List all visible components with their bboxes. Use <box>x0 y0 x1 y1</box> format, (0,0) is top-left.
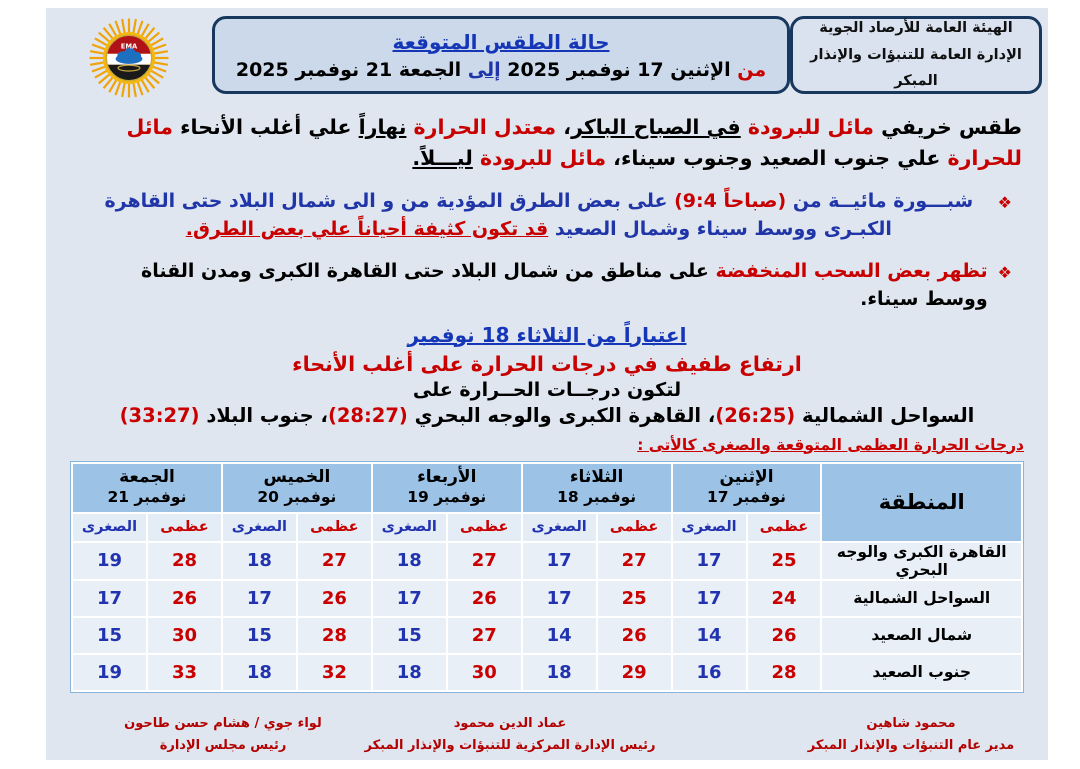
region-cell: السواحل الشمالية <box>822 581 1021 616</box>
day-date: 21 نوفمبر <box>107 488 187 507</box>
max-temp-cell: 24 <box>748 581 821 616</box>
table-row <box>73 581 1021 616</box>
outlook-intro-line: لتكون درجــات الحــرارة على <box>412 378 682 401</box>
weather-bulletin-page <box>46 8 1048 760</box>
signature-title: رئيس الإدارة المركزية للتنبؤات والإنذار المبكر <box>364 738 656 754</box>
max-label-cell: عظمى <box>598 514 671 541</box>
min-temp-cell: 17 <box>523 581 596 616</box>
max-temp-cell: 27 <box>598 543 671 579</box>
fog-bullet <box>90 187 1012 244</box>
date-part-from: الإثنين 17 نوفمبر 2025 <box>500 58 738 81</box>
signature-name: عماد الدين محمود <box>453 715 567 731</box>
max-temp-cell: 29 <box>598 655 671 690</box>
min-temp-cell: 15 <box>373 618 446 653</box>
clouds-text-red: تظهر بعض السحب المنخفضة <box>715 259 988 282</box>
south-label: ، جنوب البلاد <box>199 403 328 427</box>
temperature-table <box>70 461 1024 693</box>
min-temp-cell: 17 <box>673 581 746 616</box>
table-header-row <box>73 464 1021 512</box>
diamond-bullet-icon: ❖ <box>997 192 1012 212</box>
min-temp-cell: 18 <box>223 655 296 690</box>
signature-title: رئيس مجلس الإدارة <box>159 738 287 754</box>
max-temp-cell: 26 <box>748 618 821 653</box>
day-date: 17 نوفمبر <box>706 488 787 507</box>
forecast-text-underline: في الصباح الباكر <box>571 115 741 139</box>
day-name: الثلاثاء <box>569 467 624 488</box>
region-header-cell: المنطقة <box>822 464 1021 541</box>
max-temp-cell: 30 <box>448 655 521 690</box>
min-label-cell: الصغرى <box>373 514 446 541</box>
region-cell: القاهرة الكبرى والوجه البحري <box>822 543 1021 579</box>
min-temp-cell: 17 <box>673 543 746 579</box>
day-header-cell <box>673 464 821 512</box>
min-label-cell: الصغرى <box>223 514 296 541</box>
date-range <box>236 59 766 81</box>
coast-label: السواحل الشمالية <box>795 403 975 427</box>
day-header-cell <box>73 464 221 512</box>
min-label-cell: الصغرى <box>523 514 596 541</box>
min-temp-cell: 19 <box>73 655 146 690</box>
max-temp-cell: 30 <box>148 618 221 653</box>
min-temp-cell: 15 <box>73 618 146 653</box>
min-temp-cell: 18 <box>523 655 596 690</box>
signature-block-chairman <box>98 713 348 759</box>
forecast-text-red: مائل للحرارة <box>126 115 1022 170</box>
day-date: 19 نوفمبر <box>407 488 487 507</box>
min-temp-cell: 17 <box>523 543 596 579</box>
min-temp-cell: 16 <box>673 655 746 690</box>
max-temp-cell: 28 <box>298 618 371 653</box>
day-header-cell <box>523 464 671 512</box>
max-temp-cell: 26 <box>148 581 221 616</box>
forecast-text-underline: ليـــلاً. <box>412 145 473 170</box>
cairo-label: ، القاهرة الكبرى والوجه البحري <box>407 403 716 427</box>
signature-name: محمود شاهين <box>866 715 956 731</box>
cairo-range: (28:27) <box>327 403 408 427</box>
max-temp-cell: 27 <box>298 543 371 579</box>
fog-time-range: (9:4 صباحاً) <box>674 189 787 212</box>
title-box <box>212 16 790 94</box>
diamond-bullet-icon: ❖ <box>997 262 1012 282</box>
ema-sun-logo-icon <box>86 16 172 100</box>
max-temp-cell: 28 <box>148 543 221 579</box>
fog-warning-red: قد تكون كثيفة أحياناً علي بعض الطرق. <box>185 218 549 240</box>
max-temp-cell: 25 <box>598 581 671 616</box>
table-row <box>73 618 1021 653</box>
min-temp-cell: 14 <box>523 618 596 653</box>
max-temp-cell: 27 <box>448 618 521 653</box>
forecast-text: علي أغلب الأنحاء <box>172 115 359 139</box>
outlook-ranges-line <box>46 404 1048 427</box>
max-temp-cell: 32 <box>298 655 371 690</box>
min-temp-cell: 19 <box>73 543 146 579</box>
outlook-section <box>46 323 1048 427</box>
fog-text-blue: على بعض الطرق المؤدية من و الى شمال البلاد حتى القاهرة الكبـرى ووسط سيناء وشمال الصعيد <box>104 189 892 240</box>
max-label-cell: عظمى <box>298 514 371 541</box>
day-date: 20 نوفمبر <box>257 488 337 507</box>
day-name: الجمعة <box>119 467 175 488</box>
max-temp-cell: 26 <box>448 581 521 616</box>
signature-block-head-of-central-admin <box>350 713 670 759</box>
day-name: الخميس <box>263 467 331 488</box>
outlook-rise-line: ارتفاع طفيف في درجات الحرارة على أغلب الأنحاء <box>292 351 802 376</box>
max-temp-cell: 26 <box>598 618 671 653</box>
org-department: الإدارة العامة للتنبؤات والإنذار المبكر <box>810 46 1022 90</box>
day-name: الإثنين <box>719 467 774 488</box>
min-temp-cell: 17 <box>373 581 446 616</box>
min-temp-cell: 18 <box>373 655 446 690</box>
organization-box <box>790 16 1042 94</box>
table-row <box>73 655 1021 690</box>
page-title: حالة الطقس المتوقعة <box>392 29 610 54</box>
day-date: 18 نوفمبر <box>557 488 637 507</box>
max-temp-cell: 26 <box>298 581 371 616</box>
outlook-heading: اعتباراً من الثلاثاء 18 نوفمبر <box>407 322 687 347</box>
logo-ema-text: EMA <box>120 42 138 51</box>
forecast-text-red: مائل للبرودة <box>740 115 874 139</box>
forecast-text: علي جنوب الصعيد وجنوب سيناء، <box>606 145 941 170</box>
temperatures-table-intro: درجات الحرارة العظمى المتوقعة والصغرى كالأتى : <box>637 435 1024 454</box>
clouds-text: على مناطق من شمال البلاد حتى القاهرة الكبرى ومدن القناة ووسط سيناء. <box>141 259 988 310</box>
min-label-cell: الصغرى <box>73 514 146 541</box>
forecast-paragraph <box>72 112 1022 174</box>
max-temp-cell: 33 <box>148 655 221 690</box>
region-cell: جنوب الصعيد <box>822 655 1021 690</box>
min-temp-cell: 18 <box>373 543 446 579</box>
signature-title: مدير عام التنبؤات والإنذار المبكر <box>807 738 1015 754</box>
min-temp-cell: 14 <box>673 618 746 653</box>
date-prefix: من <box>737 58 767 81</box>
max-label-cell: عظمى <box>448 514 521 541</box>
day-header-cell <box>223 464 371 512</box>
forecast-text-red: مائل للبرودة <box>472 145 607 170</box>
min-label-cell: الصغرى <box>673 514 746 541</box>
day-header-cell <box>373 464 521 512</box>
org-name: الهيئة العامة للأرصاد الجوية <box>819 19 1013 36</box>
header <box>46 8 1048 110</box>
max-temp-cell: 27 <box>448 543 521 579</box>
forecast-text-underline: نهاراً <box>358 115 407 139</box>
forecast-text: ، <box>556 115 572 139</box>
clouds-bullet <box>90 257 1012 314</box>
signatures-footer <box>46 707 1048 769</box>
fog-text-blue: شبـــورة مائيــة من <box>786 189 974 212</box>
signature-name: لواء جوي / هشام حسن طاحون <box>124 715 322 731</box>
region-cell: شمال الصعيد <box>822 618 1021 653</box>
south-range: (33:27) <box>119 403 200 427</box>
clouds-bullet-text <box>90 257 988 314</box>
date-to-word: إلى <box>467 58 501 81</box>
min-temp-cell: 17 <box>223 581 296 616</box>
forecast-text: طقس خريفي <box>873 115 1022 139</box>
date-part-to: الجمعة 21 نوفمبر 2025 <box>235 58 468 81</box>
max-temp-cell: 25 <box>748 543 821 579</box>
day-name: الأربعاء <box>417 467 477 488</box>
fog-bullet-text <box>90 187 988 244</box>
coast-range: (26:25) <box>715 403 796 427</box>
min-temp-cell: 17 <box>73 581 146 616</box>
forecast-text-red: معتدل الحرارة <box>406 115 557 139</box>
max-label-cell: عظمى <box>148 514 221 541</box>
min-temp-cell: 15 <box>223 618 296 653</box>
max-temp-cell: 28 <box>748 655 821 690</box>
max-label-cell: عظمى <box>748 514 821 541</box>
table-row <box>73 543 1021 579</box>
min-temp-cell: 18 <box>223 543 296 579</box>
signature-block-director <box>786 713 1036 759</box>
